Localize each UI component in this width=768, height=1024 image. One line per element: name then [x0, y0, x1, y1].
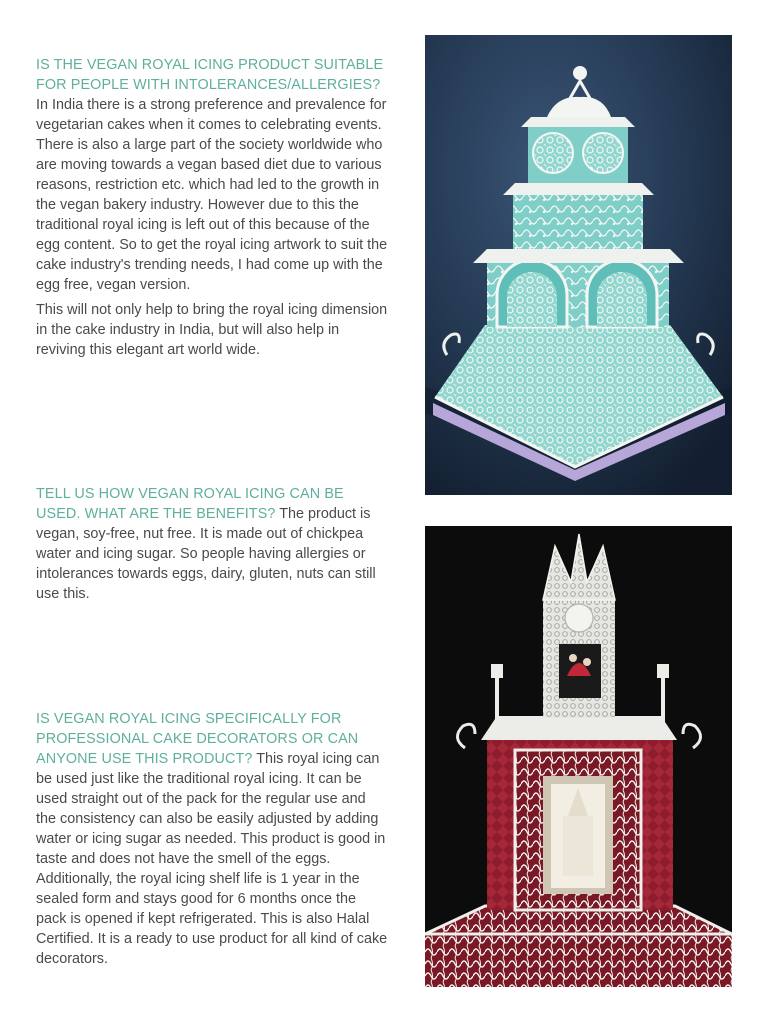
question-heading: IS THE VEGAN ROYAL ICING PRODUCT SUITABLE FOR PEOPLE WITH INTOLERANCES/ALLERGIES? — [36, 57, 384, 93]
answer-text: This will not only help to bring the royal icing dimension in the cake industry in India, but will also help in reviving this elegant art world wide. — [36, 302, 388, 358]
cake-illustration-church — [425, 526, 732, 987]
answer-text: The product is vegan, soy-free, nut free. It is made out of chickpea water and icing sugar. So people having allergies or intolerances towards eggs, dairy, gluten, nuts can still use this. — [36, 506, 376, 602]
question-heading: TELL US HOW VEGAN ROYAL ICING CAN BE USED. WHAT ARE THE BENEFITS? — [36, 486, 344, 522]
section-benefits — [36, 484, 388, 609]
paragraph-1 — [36, 709, 388, 969]
section-allergies — [36, 55, 388, 365]
answer-text: In India there is a strong preference and prevalence for vegetarian cakes when it comes to celebrating events. There is also a large part of the society worldwide who are moving towards a vegan based diet due to various reasons, restriction etc. which had led to the growth in the vegan bakery industry. However due to this the traditional royal icing is left out of this because of the egg content. So to get the royal icing artwork to suit the cake industry's trending needs, I had come up with the egg free, vegan version. — [36, 97, 388, 293]
paragraph-1 — [36, 55, 388, 295]
question-heading: IS VEGAN ROYAL ICING SPECIFICALLY FOR PROFESSIONAL CAKE DECORATORS OR CAN ANYONE USE THIS PRODUCT? — [36, 711, 359, 767]
cake-photo-church — [425, 526, 732, 987]
paragraph-2 — [36, 300, 388, 360]
section-usage — [36, 709, 388, 974]
paragraph-1 — [36, 484, 388, 604]
answer-text: This royal icing can be used just like the traditional royal icing. It can be used straight out of the pack for the regular use and the consistency can also be easily adjusted by adding water or icing sugar as needed. This product is good in taste and does not have the smell of the eggs. Additionally, the royal icing shelf life is 1 year in the sealed form and stays good for 6 months once the pack is opened if kept refrigerated. This is also Halal Certified. It is a ready to use product for all kind of cake decorators. — [36, 751, 388, 967]
cake-illustration-tiered — [425, 35, 732, 495]
cake-photo-tiered — [425, 35, 732, 495]
